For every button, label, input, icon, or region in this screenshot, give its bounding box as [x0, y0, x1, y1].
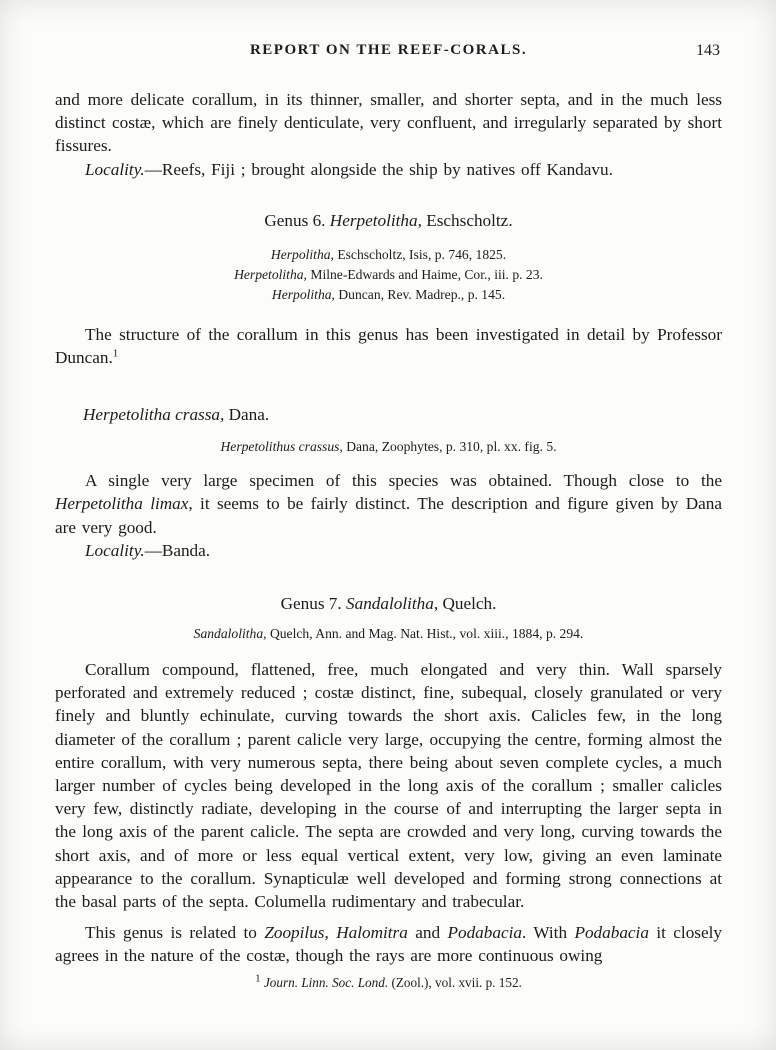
genus-6-name: Herpetolitha: [329, 210, 418, 230]
species-name: Herpetolitha crassa,: [83, 405, 225, 425]
species-synonymy-list: [55, 437, 722, 457]
footnote-journal: Journ. Linn. Soc. Lond.: [260, 974, 389, 990]
genus-7-prefix: Genus 7.: [280, 594, 346, 614]
footnote-reference-mark: 1: [112, 347, 119, 360]
page-number: 143: [696, 42, 720, 59]
species-author: Dana.: [224, 405, 270, 425]
paragraph-continuation-text: and more delicate corallum, in its thinner, smaller, and shorter septa, and in the much less distinct costæ, which are finely denticulate, very confluent, and irregularly separated by short fissures.: [55, 90, 722, 156]
species-para-seg1: A single very large specimen of this species was obtained. Though close to the: [85, 471, 722, 491]
synonymy-taxon: Herpetolithus crassus,: [220, 439, 343, 455]
related-taxa-2: Podabacia: [447, 923, 522, 943]
related-seg1: This genus is related to: [85, 923, 265, 943]
species-heading: [83, 405, 722, 425]
paragraph-continuation: [55, 88, 722, 158]
synonymy-taxon: Herpolitha,: [270, 246, 334, 262]
genus-7-synonymy-list: [55, 624, 722, 644]
related-seg3: . With: [521, 923, 575, 943]
related-taxa-1: Zoopilus, Halomitra: [264, 923, 408, 943]
species-description-paragraph: [55, 469, 722, 539]
synonymy-line: [55, 624, 722, 644]
related-seg2: and: [407, 923, 448, 943]
related-taxa-3: Podabacia: [574, 923, 649, 943]
synonymy-citation: Duncan, Rev. Madrep., p. 145.: [334, 286, 506, 302]
locality-label: Locality.: [85, 159, 145, 179]
footnote-number: 1: [255, 972, 261, 985]
species-para-seg2: , it seems to be fairly distinct. The description and figure given by Dana are very good.: [55, 494, 722, 537]
duncan-paragraph-text: The structure of the corallum in this genus has been investigated in detail by Professor Duncan.: [55, 324, 722, 368]
genus-7-heading: [55, 594, 722, 614]
duncan-paragraph: [55, 323, 722, 369]
synonymy-taxon: Herpetolitha,: [234, 266, 307, 282]
related-seg4: it closely agrees in the nature of the costæ, though the rays are more continuous owing: [55, 923, 722, 966]
genus-7-author: , Quelch.: [433, 594, 497, 614]
genus-6-heading: [55, 211, 722, 231]
genus-description-paragraph: [55, 658, 722, 913]
species-para-taxon: Herpetolitha limax: [55, 494, 189, 514]
synonymy-taxon: Herpolitha,: [271, 286, 335, 302]
locality-label: Locality.: [85, 540, 145, 560]
synonymy-line: [55, 437, 722, 457]
locality-banda-paragraph: [55, 539, 722, 562]
synonymy-line: [55, 285, 722, 305]
genus-7-name: Sandalolitha: [346, 594, 434, 614]
locality-fiji-paragraph: [55, 158, 722, 181]
genus-6-synonymy-list: [55, 245, 722, 305]
genus-6-prefix: Genus 6.: [264, 210, 330, 230]
synonymy-line: [55, 265, 722, 285]
footnote-citation: (Zool.), vol. xvii. p. 152.: [388, 974, 522, 990]
related-genera-paragraph: [55, 921, 722, 967]
synonymy-taxon: Sandalolitha,: [193, 626, 267, 642]
synonymy-citation: Quelch, Ann. and Mag. Nat. Hist., vol. xiii., 1884, p. 294.: [266, 626, 584, 642]
synonymy-line: [55, 245, 722, 265]
running-header: [55, 42, 722, 64]
genus-description-text: Corallum compound, flattened, free, much elongated and very thin. Wall sparsely perforated and extremely reduced ; costæ distinct, fine, subequal, closely granulated or very finely and bluntly echinulate, curving towards the short axis. Calicles few, in the long diameter of the corallum ; parent calicle very large, occupying the centre, forming almost the entire corallum, with very numerous septa, there being about seven complete cycles, a much larger number of cycles being developed in the long axis of the corallum ; smaller calicles very few, distinctly radiate, developing in the course of and interrupting the larger septa in the long axis of the parent calicle. The septa are crowded and very long, curving towards the short axis, and of more or less equal vertical extent, very low, giving an even laminate appearance to the corallum. Synapticulæ well developed and forming strong connections at the basal parts of the septa. Columella rudimentary and trabecular.: [55, 660, 722, 912]
synonymy-citation: Dana, Zoophytes, p. 310, pl. xx. fig. 5.: [342, 439, 557, 455]
locality-text: —Reefs, Fiji ; brought alongside the ship by natives off Kandavu.: [144, 159, 613, 179]
synonymy-citation: Milne-Edwards and Haime, Cor., iii. p. 23.: [306, 266, 543, 282]
genus-6-author: , Eschscholtz.: [417, 210, 513, 230]
footnote: [55, 974, 722, 992]
locality-text: —Banda.: [144, 540, 211, 560]
synonymy-citation: Eschscholtz, Isis, p. 746, 1825.: [333, 246, 507, 262]
running-header-title: REPORT ON THE REEF-CORALS.: [249, 42, 528, 58]
